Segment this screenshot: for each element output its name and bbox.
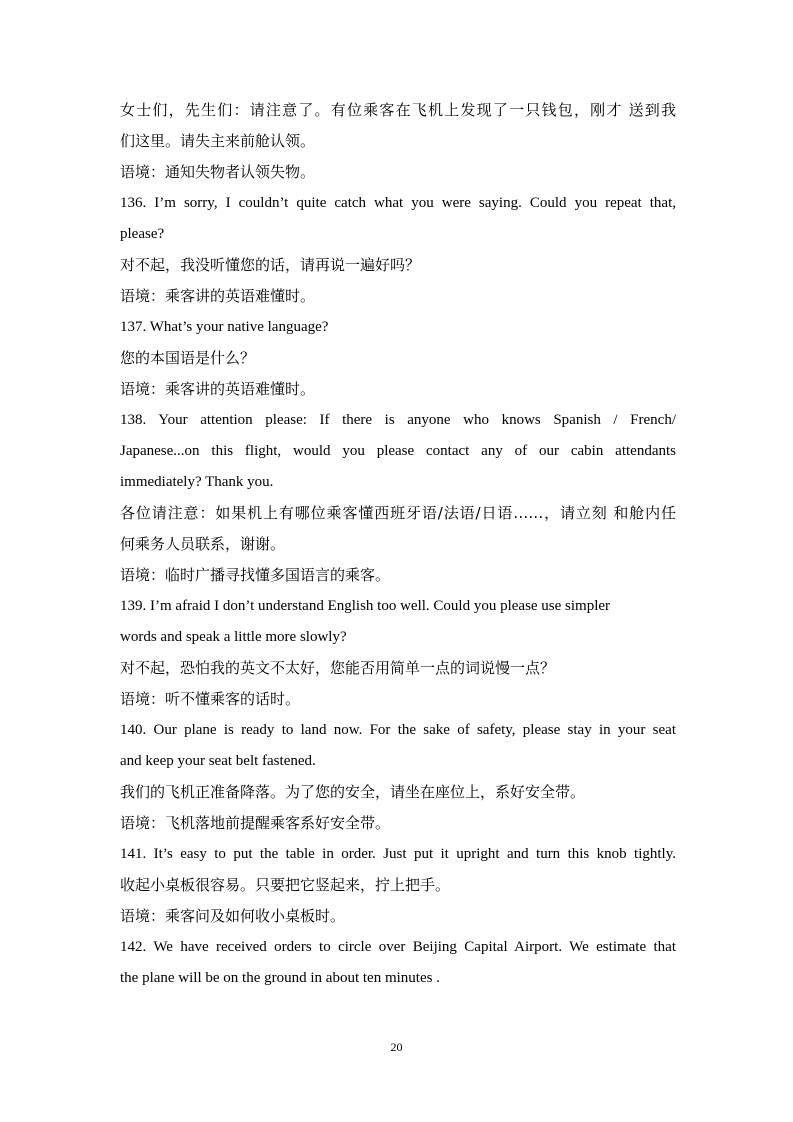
english-sentence-137: 137. What’s your native language? — [120, 319, 329, 335]
context-line: 语境：临时广播寻找懂多国语言的乘客。 — [120, 566, 391, 584]
chinese-translation-136: 对不起，我没听懂您的话，请再说一遍好吗？ — [120, 256, 421, 274]
chinese-translation-138: 各位请注意：如果机上有哪位乘客懂西班牙语/法语/日语……，请立刻 和舱内任 — [120, 504, 676, 522]
text-line: Japanese...on this flight, would you please contact any of our cabin attendants — [120, 443, 676, 459]
chinese-translation-140: 我们的飞机正准备降落。为了您的安全，请坐在座位上，系好安全带。 — [120, 783, 586, 801]
page-body — [120, 95, 676, 994]
chinese-translation-137: 您的本国语是什么？ — [120, 349, 256, 367]
english-sentence-138: 138. Your attention please: If there is anyone who knows Spanish / French/ — [120, 412, 676, 428]
text-line: please? — [120, 226, 165, 242]
page-number: 20 — [390, 1040, 403, 1054]
chinese-translation-141: 收起小桌板很容易。只要把它竖起来，拧上把手。 — [120, 876, 451, 894]
text-line: and keep your seat belt fastened. — [120, 753, 316, 769]
english-sentence-142: 142. We have received orders to circle over Beijing Capital Airport. We estimate that — [120, 939, 676, 955]
context-line: 语境：乘客讲的英语难懂时。 — [120, 380, 316, 398]
text-line: the plane will be on the ground in about ten minutes . — [120, 970, 440, 986]
context-line: 语境：听不懂乘客的话时。 — [120, 690, 301, 708]
english-sentence-140: 140. Our plane is ready to land now. For the sake of safety, please stay in your seat — [120, 722, 676, 738]
text-line: immediately? Thank you. — [120, 474, 274, 490]
text-line: 女士们，先生们：请注意了。有位乘客在飞机上发现了一只钱包，刚才 送到我 — [120, 101, 676, 119]
context-line: 语境：乘客问及如何收小桌板时。 — [120, 907, 346, 925]
context-line: 语境：飞机落地前提醒乘客系好安全带。 — [120, 814, 391, 832]
context-line: 语境：通知失物者认领失物。 — [120, 163, 316, 181]
context-line: 语境：乘客讲的英语难懂时。 — [120, 287, 316, 305]
text-line: 何乘务人员联系，谢谢。 — [120, 535, 286, 553]
text-line: 们这里。请失主来前舱认领。 — [120, 132, 316, 150]
english-sentence-139: 139. I’m afraid I don’t understand English too well. Could you please use simpler — [120, 598, 611, 614]
chinese-translation-139: 对不起，恐怕我的英文不太好，您能否用简单一点的词说慢一点？ — [120, 659, 556, 677]
english-sentence-141: 141. It’s easy to put the table in order. Just put it upright and turn this knob tightly. — [120, 846, 676, 862]
text-line: words and speak a little more slowly? — [120, 629, 347, 645]
english-sentence-136: 136. I’m sorry, I couldn’t quite catch what you were saying. Could you repeat that, — [120, 195, 676, 211]
